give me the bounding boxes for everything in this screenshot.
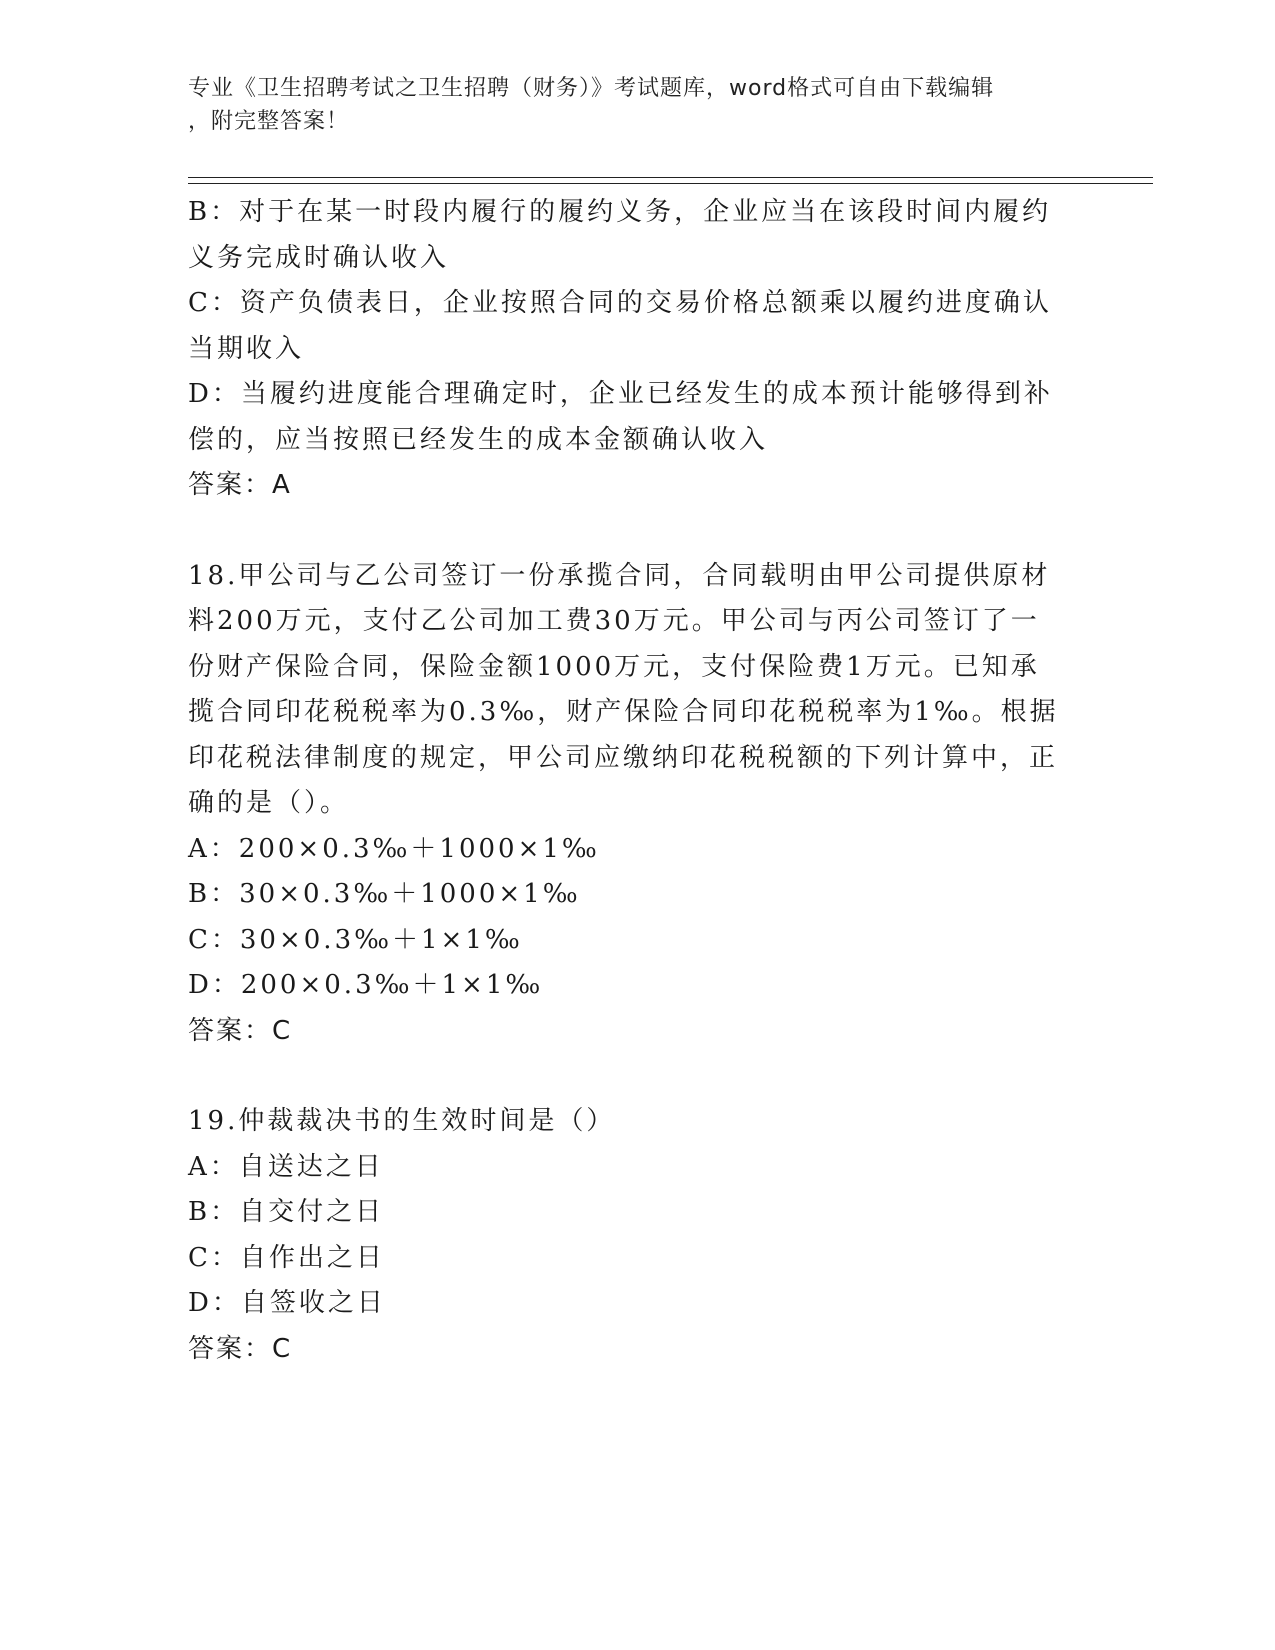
q18-option-a: A：200×0.3‰＋1000×1‰ (188, 833, 600, 864)
q17-option-d: D：当履约进度能合理确定时，企业已经发生的成本预计能够得到补偿的，应当按照已经发生的成本金额确认收入 (188, 379, 1053, 455)
q18-option-c: C：30×0.3‰＋1×1‰ (188, 924, 523, 955)
question-17-tail (188, 190, 1068, 509)
q19-option-c: C：自作出之日 (188, 1242, 385, 1273)
q18-answer: 答案：C (188, 1015, 293, 1046)
q19-option-a: A：自送达之日 (188, 1151, 384, 1182)
q19-answer: 答案：C (188, 1333, 293, 1364)
document-body (188, 190, 1068, 1372)
header-title-line-2: ，附完整答案！ (188, 109, 350, 134)
q19-stem: 19.仲裁裁决书的生效时间是（） (188, 1106, 616, 1136)
q18-option-b: B：30×0.3‰＋1000×1‰ (188, 879, 581, 909)
question-18 (188, 554, 1068, 1055)
header-divider-bottom (188, 183, 1153, 184)
page-header (188, 72, 1068, 138)
header-title-line-1: 专业《卫生招聘考试之卫生招聘（财务）》考试题库，word格式可自由下载编辑 (188, 76, 995, 101)
q19-option-d: D：自签收之日 (188, 1288, 386, 1318)
spacer (188, 1054, 1068, 1099)
q17-answer: 答案：A (188, 470, 292, 500)
spacer (188, 509, 1068, 554)
header-divider-top (188, 177, 1153, 178)
q17-option-c: C：资产负债表日，企业按照合同的交易价格总额乘以履约进度确认当期收入 (188, 288, 1052, 364)
q18-option-d: D：200×0.3‰＋1×1‰ (188, 970, 544, 1000)
q17-option-b: B：对于在某一时段内履行的履约义务，企业应当在该段时间内履约义务完成时确认收入 (188, 197, 1052, 273)
question-19 (188, 1099, 1068, 1372)
q19-option-b: B：自交付之日 (188, 1197, 385, 1227)
q18-stem: 18.甲公司与乙公司签订一份承揽合同，合同载明由甲公司提供原材料200万元，支付乙公司加工费30万元。甲公司与丙公司签订了一份财产保险合同，保险金额1000万元，支付保险费1万元。已知承揽合同印花税税率为0.3‰，财产保险合同印花税税率为1‰。根据印花税法律制度的规定，甲公司应缴纳印花税税额的下列计算中，正确的是（）。 (188, 560, 1059, 818)
